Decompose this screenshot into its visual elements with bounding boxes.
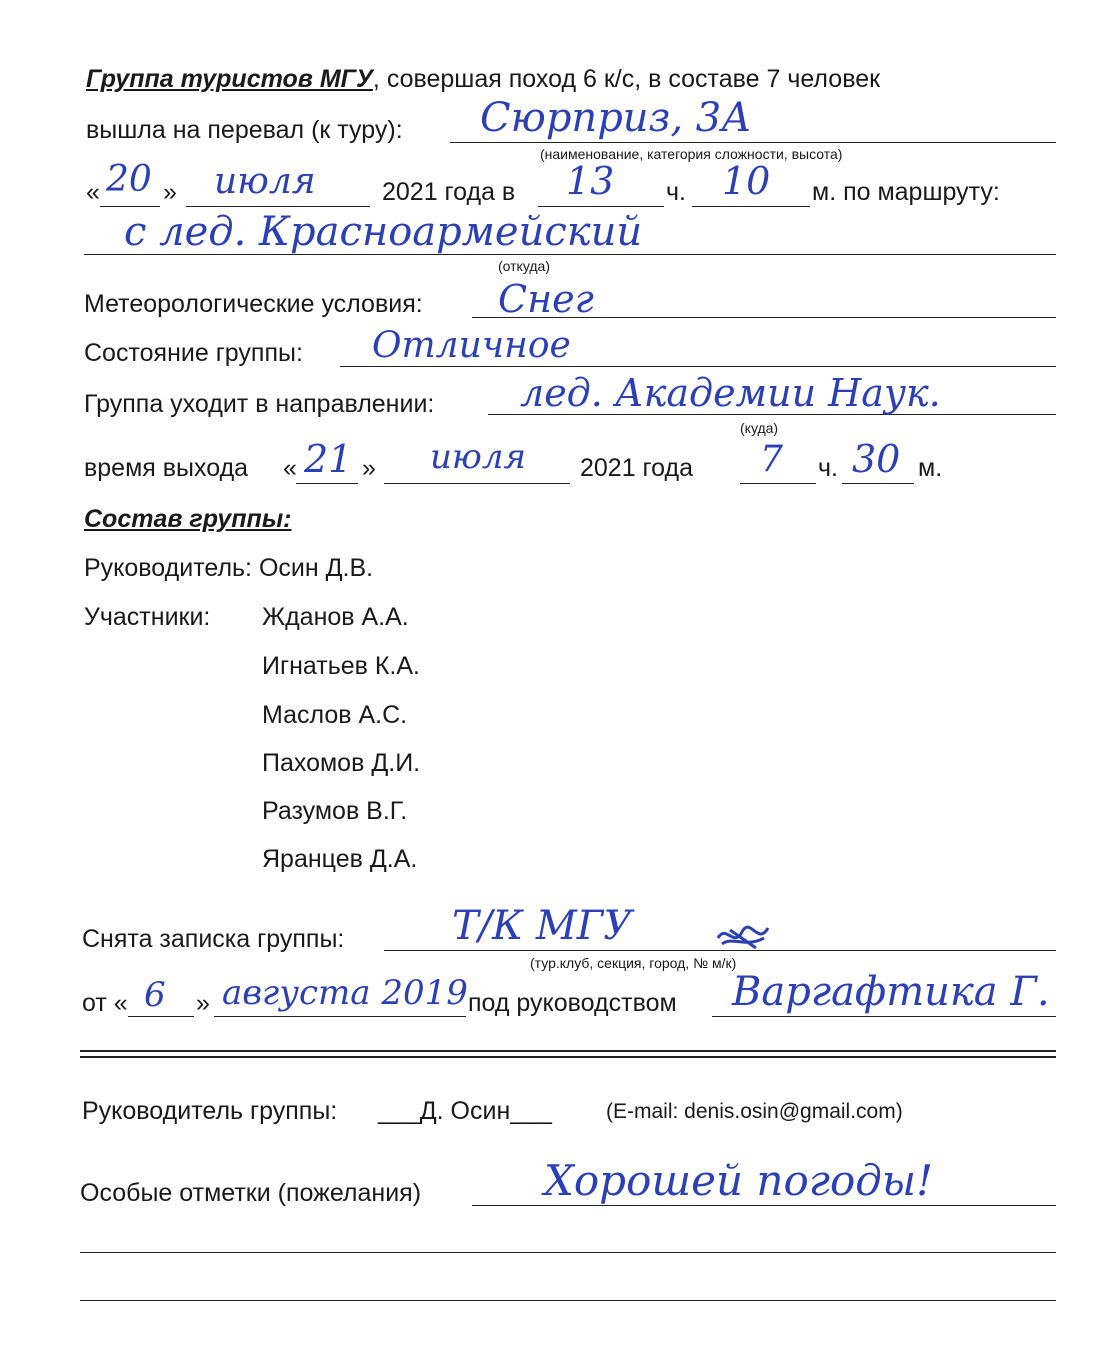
arrival-minute-underline bbox=[692, 206, 810, 207]
scribble-mark bbox=[712, 918, 774, 954]
departure-label: время выхода bbox=[84, 454, 249, 482]
remarks-value: Хорошей погоды! bbox=[544, 1156, 933, 1205]
arrival-hour: 13 bbox=[566, 159, 615, 203]
arrival-hour-unit: ч. bbox=[666, 178, 686, 206]
pass-caption: (наименование, категория сложности, высота) bbox=[540, 146, 843, 162]
departure-month: июля bbox=[430, 437, 526, 477]
double-separator-bottom bbox=[80, 1056, 1056, 1058]
pass-underline bbox=[450, 142, 1056, 143]
weather-value: Снег bbox=[498, 277, 594, 321]
group-label: Группа туристов МГУ bbox=[86, 65, 373, 93]
note-from-day-underline bbox=[128, 1016, 194, 1017]
roster-members-label: Участники: bbox=[84, 603, 211, 631]
note-from-leader-label: под руководством bbox=[468, 989, 677, 1017]
note-taken-value: Т/К МГУ bbox=[452, 903, 633, 949]
note-from-day: 6 bbox=[144, 975, 166, 1015]
header-rest: , совершая поход 6 к/с, в составе 7 человек bbox=[372, 65, 881, 93]
direction-caption: (куда) bbox=[740, 420, 779, 436]
roster-member: Яранцев Д.А. bbox=[262, 845, 418, 873]
departure-day-underline bbox=[296, 483, 358, 484]
condition-label: Состояние группы: bbox=[84, 339, 303, 367]
departure-day: 21 bbox=[304, 437, 353, 481]
note-from-date: августа 2019 bbox=[222, 973, 468, 1013]
pass-label: вышла на перевал (к туру): bbox=[86, 116, 403, 144]
note-from-leader-value: Варгафтика Г. bbox=[732, 969, 1050, 1015]
note-from-quote-close: » bbox=[196, 989, 210, 1017]
roster-member: Игнатьев К.А. bbox=[262, 652, 420, 680]
arrival-day-underline bbox=[100, 206, 160, 207]
leader-sign-name: ___Д. Осин___ bbox=[378, 1097, 552, 1125]
roster-heading: Состав группы: bbox=[84, 505, 292, 533]
direction-value: лед. Академии Наук. bbox=[520, 371, 941, 415]
condition-value: Отличное bbox=[372, 325, 571, 366]
pass-value: Сюрприз, 3А bbox=[480, 95, 752, 141]
condition-underline bbox=[340, 366, 1056, 367]
departure-min-unit: м. bbox=[918, 454, 943, 482]
leader-sign-label: Руководитель группы: bbox=[82, 1097, 338, 1125]
note-taken-caption: (тур.клуб, секция, город, № м/к) bbox=[530, 955, 737, 971]
remarks-extra-line bbox=[80, 1252, 1056, 1253]
roster-leader: Руководитель: Осин Д.В. bbox=[84, 554, 374, 582]
from-value: с лед. Красноармейский bbox=[124, 209, 643, 255]
form-header bbox=[86, 67, 880, 92]
departure-minute-underline bbox=[842, 483, 914, 484]
roster-member: Пахомов Д.И. bbox=[262, 749, 421, 777]
departure-year-text: 2021 года bbox=[580, 454, 693, 482]
note-taken-label: Снята записка группы: bbox=[82, 925, 345, 953]
arrival-quote-open: « bbox=[86, 178, 100, 206]
arrival-minute: 10 bbox=[722, 159, 771, 203]
departure-hour-underline bbox=[740, 483, 816, 484]
roster-member: Жданов А.А. bbox=[262, 603, 409, 631]
arrival-year-text: 2021 года в bbox=[382, 178, 516, 206]
departure-month-underline bbox=[384, 483, 570, 484]
from-caption: (откуда) bbox=[498, 258, 550, 274]
departure-hour-unit: ч. bbox=[818, 454, 838, 482]
arrival-hour-underline bbox=[538, 206, 664, 207]
remarks-extra-line bbox=[80, 1300, 1056, 1301]
arrival-month-underline bbox=[186, 206, 370, 207]
arrival-tail: м. по маршруту: bbox=[812, 178, 1000, 206]
note-from-date-underline bbox=[214, 1016, 466, 1017]
departure-minute: 30 bbox=[852, 437, 901, 481]
arrival-day: 20 bbox=[106, 159, 152, 200]
roster-member: Маслов А.С. bbox=[262, 701, 408, 729]
note-from-leader-underline bbox=[712, 1016, 1056, 1017]
arrival-quote-close: » bbox=[163, 178, 177, 206]
leader-email: (E-mail: denis.osin@gmail.com) bbox=[606, 1100, 903, 1123]
remarks-underline bbox=[472, 1205, 1056, 1206]
weather-label: Метеорологические условия: bbox=[84, 290, 423, 318]
remarks-label: Особые отметки (пожелания) bbox=[80, 1179, 422, 1207]
direction-label: Группа уходит в направлении: bbox=[84, 390, 435, 418]
departure-hour: 7 bbox=[760, 439, 783, 480]
roster-member: Разумов В.Г. bbox=[262, 797, 408, 825]
note-from-prefix: от « bbox=[82, 989, 128, 1017]
double-separator-top bbox=[80, 1050, 1056, 1052]
departure-quote-open: « bbox=[283, 454, 297, 482]
departure-quote-close: » bbox=[362, 454, 376, 482]
arrival-month: июля bbox=[214, 161, 316, 202]
